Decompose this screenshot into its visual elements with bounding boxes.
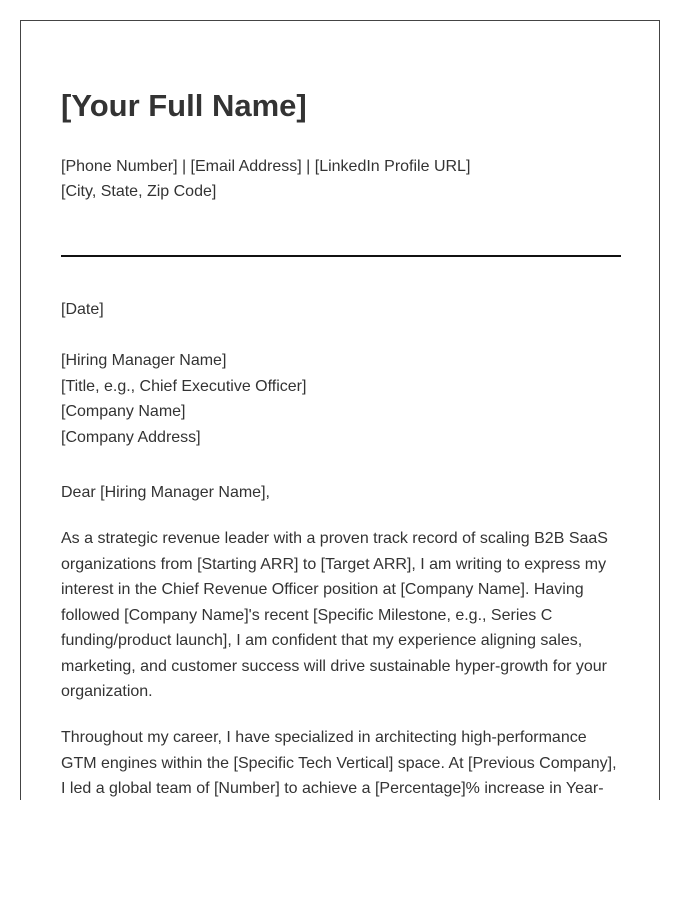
recipient-address: [Company Address]: [61, 428, 201, 446]
letter-page: [20, 20, 660, 800]
header-divider: [61, 255, 621, 257]
recipient-block: [61, 348, 306, 450]
paragraph-line: As a strategic revenue leader with a proven track record of scaling B2B SaaS: [61, 530, 608, 547]
letter-date: [Date]: [61, 301, 104, 318]
location-line: [City, State, Zip Code]: [61, 183, 217, 200]
body-paragraph-1: [61, 526, 621, 705]
contact-info: [61, 154, 470, 204]
paragraph-line: GTM engines within the [Specific Tech Vertical] space. At [Previous Company],: [61, 754, 617, 772]
applicant-name: [Your Full Name]: [61, 88, 307, 123]
recipient-title: [Title, e.g., Chief Executive Officer]: [61, 377, 307, 395]
contact-line: [Phone Number] | [Email Address] | [LinkedIn Profile URL]: [61, 158, 471, 175]
paragraph-line: funding/product launch], I am confident that my experience aligning sales,: [61, 632, 583, 649]
paragraph-line: marketing, and customer success will drive sustainable hyper-growth for your: [61, 657, 608, 675]
body-paragraph-2: [61, 725, 621, 800]
paragraph-line: Throughout my career, I have specialized in architecting high-performance: [61, 729, 587, 746]
paragraph-line: organization.: [61, 683, 153, 700]
salutation: Dear [Hiring Manager Name],: [61, 484, 270, 501]
paragraph-line: interest in the Chief Revenue Officer position at [Company Name]. Having: [61, 581, 584, 598]
paragraph-line: organizations from [Starting ARR] to [Target ARR], I am writing to express my: [61, 555, 607, 573]
paragraph-line: I led a global team of [Number] to achieve a [Percentage]% increase in Year-: [61, 780, 604, 797]
paragraph-line: followed [Company Name]'s recent [Specific Milestone, e.g., Series C: [61, 606, 553, 624]
recipient-company: [Company Name]: [61, 403, 186, 420]
recipient-name: [Hiring Manager Name]: [61, 352, 227, 369]
